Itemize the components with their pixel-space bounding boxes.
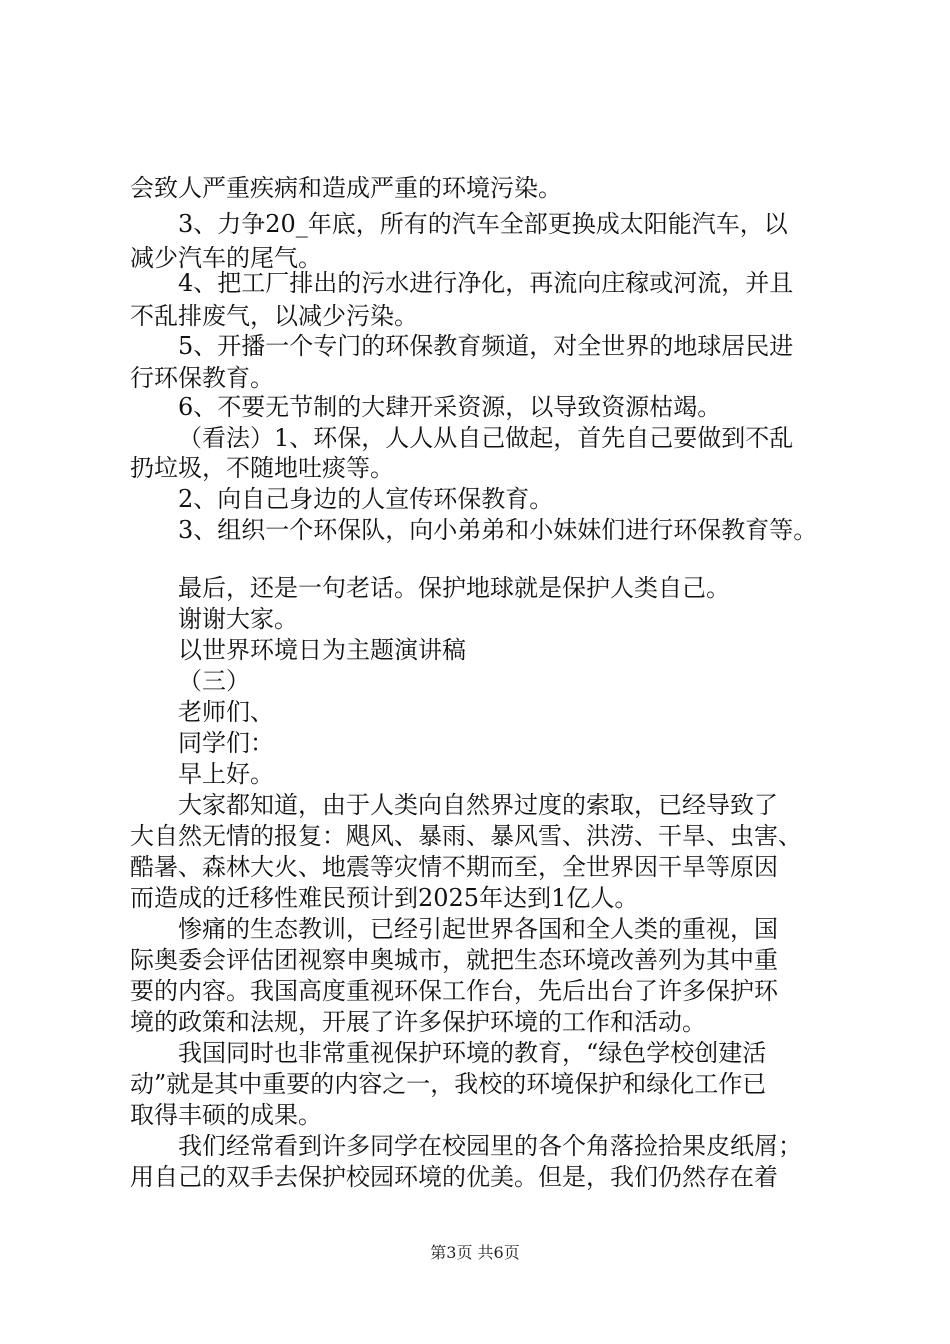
text-line: 要的内容。我国高度重视环保工作台，先后出台了许多保护环	[130, 977, 778, 1005]
text-line: 扔垃圾，不随地吐痰等。	[130, 454, 394, 482]
text-line: 我们经常看到许多同学在校园里的各个角落捡拾果皮纸屑；	[178, 1132, 802, 1160]
text-line: 取得丰硕的成果。	[130, 1101, 322, 1129]
text-line: 际奥委会评估团视察申奥城市，就把生态环境改善列为其中重	[130, 946, 778, 974]
text-line: 大自然无情的报复：飓风、暴雨、暴风雪、洪涝、干旱、虫害、	[130, 822, 802, 850]
greeting-line: 早上好。	[178, 760, 274, 788]
text-line: 酷暑、森林大火、地震等灾情不期而至，全世界因干旱等原因	[130, 853, 778, 881]
text-line: 行环保教育。	[130, 364, 274, 392]
text-line: 2、向自己身边的人宣传环保教育。	[178, 485, 554, 513]
text-line: 动”就是其中重要的内容之一，我校的环境保护和绿化工作已	[130, 1070, 767, 1098]
salutation-line: 同学们：	[178, 729, 274, 757]
text-line: 5、开播一个专门的环保教育频道，对全世界的地球居民进	[178, 332, 794, 360]
text-line: 会致人严重疾病和造成严重的环境污染。	[130, 174, 562, 202]
section-heading: 以世界环境日为主题演讲稿	[178, 636, 466, 664]
text-line: （看法）1、环保，人人从自己做起，首先自己要做到不乱	[178, 424, 794, 452]
page-number-footer: 第3页 共6页	[430, 1243, 520, 1262]
section-number: （三）	[178, 667, 250, 695]
text-line: 不乱排废气，以减少污染。	[130, 302, 418, 330]
text-line: 减少汽车的尾气。	[130, 244, 322, 272]
text-line: 大家都知道，由于人类向自然界过度的索取，已经导致了	[178, 791, 778, 819]
text-line: 最后，还是一句老话。保护地球就是保护人类自己。	[178, 574, 730, 602]
text-line: 6、不要无节制的大肆开采资源，以导致资源枯竭。	[178, 393, 722, 421]
text-line: 境的政策和法规，开展了许多保护环境的工作和活动。	[130, 1008, 706, 1036]
salutation-line: 老师们、	[178, 698, 274, 726]
text-line: 谢谢大家。	[178, 605, 298, 633]
text-line: 3、组织一个环保队，向小弟弟和小妹妹们进行环保教育等。	[178, 516, 818, 544]
text-line: 而造成的迁移性难民预计到2025年达到1亿人。	[130, 884, 639, 912]
text-line: 惨痛的生态教训，已经引起世界各国和全人类的重视，国	[178, 915, 778, 943]
text-line: 3、力争20_年底，所有的汽车全部更换成太阳能汽车，以	[178, 210, 788, 238]
text-line: 4、把工厂排出的污水进行净化，再流向庄稼或河流，并且	[178, 269, 794, 297]
text-line: 我国同时也非常重视保护环境的教育，“绿色学校创建活	[178, 1039, 767, 1067]
text-line: 用自己的双手去保护校园环境的优美。但是，我们仍然存在着	[130, 1163, 778, 1191]
